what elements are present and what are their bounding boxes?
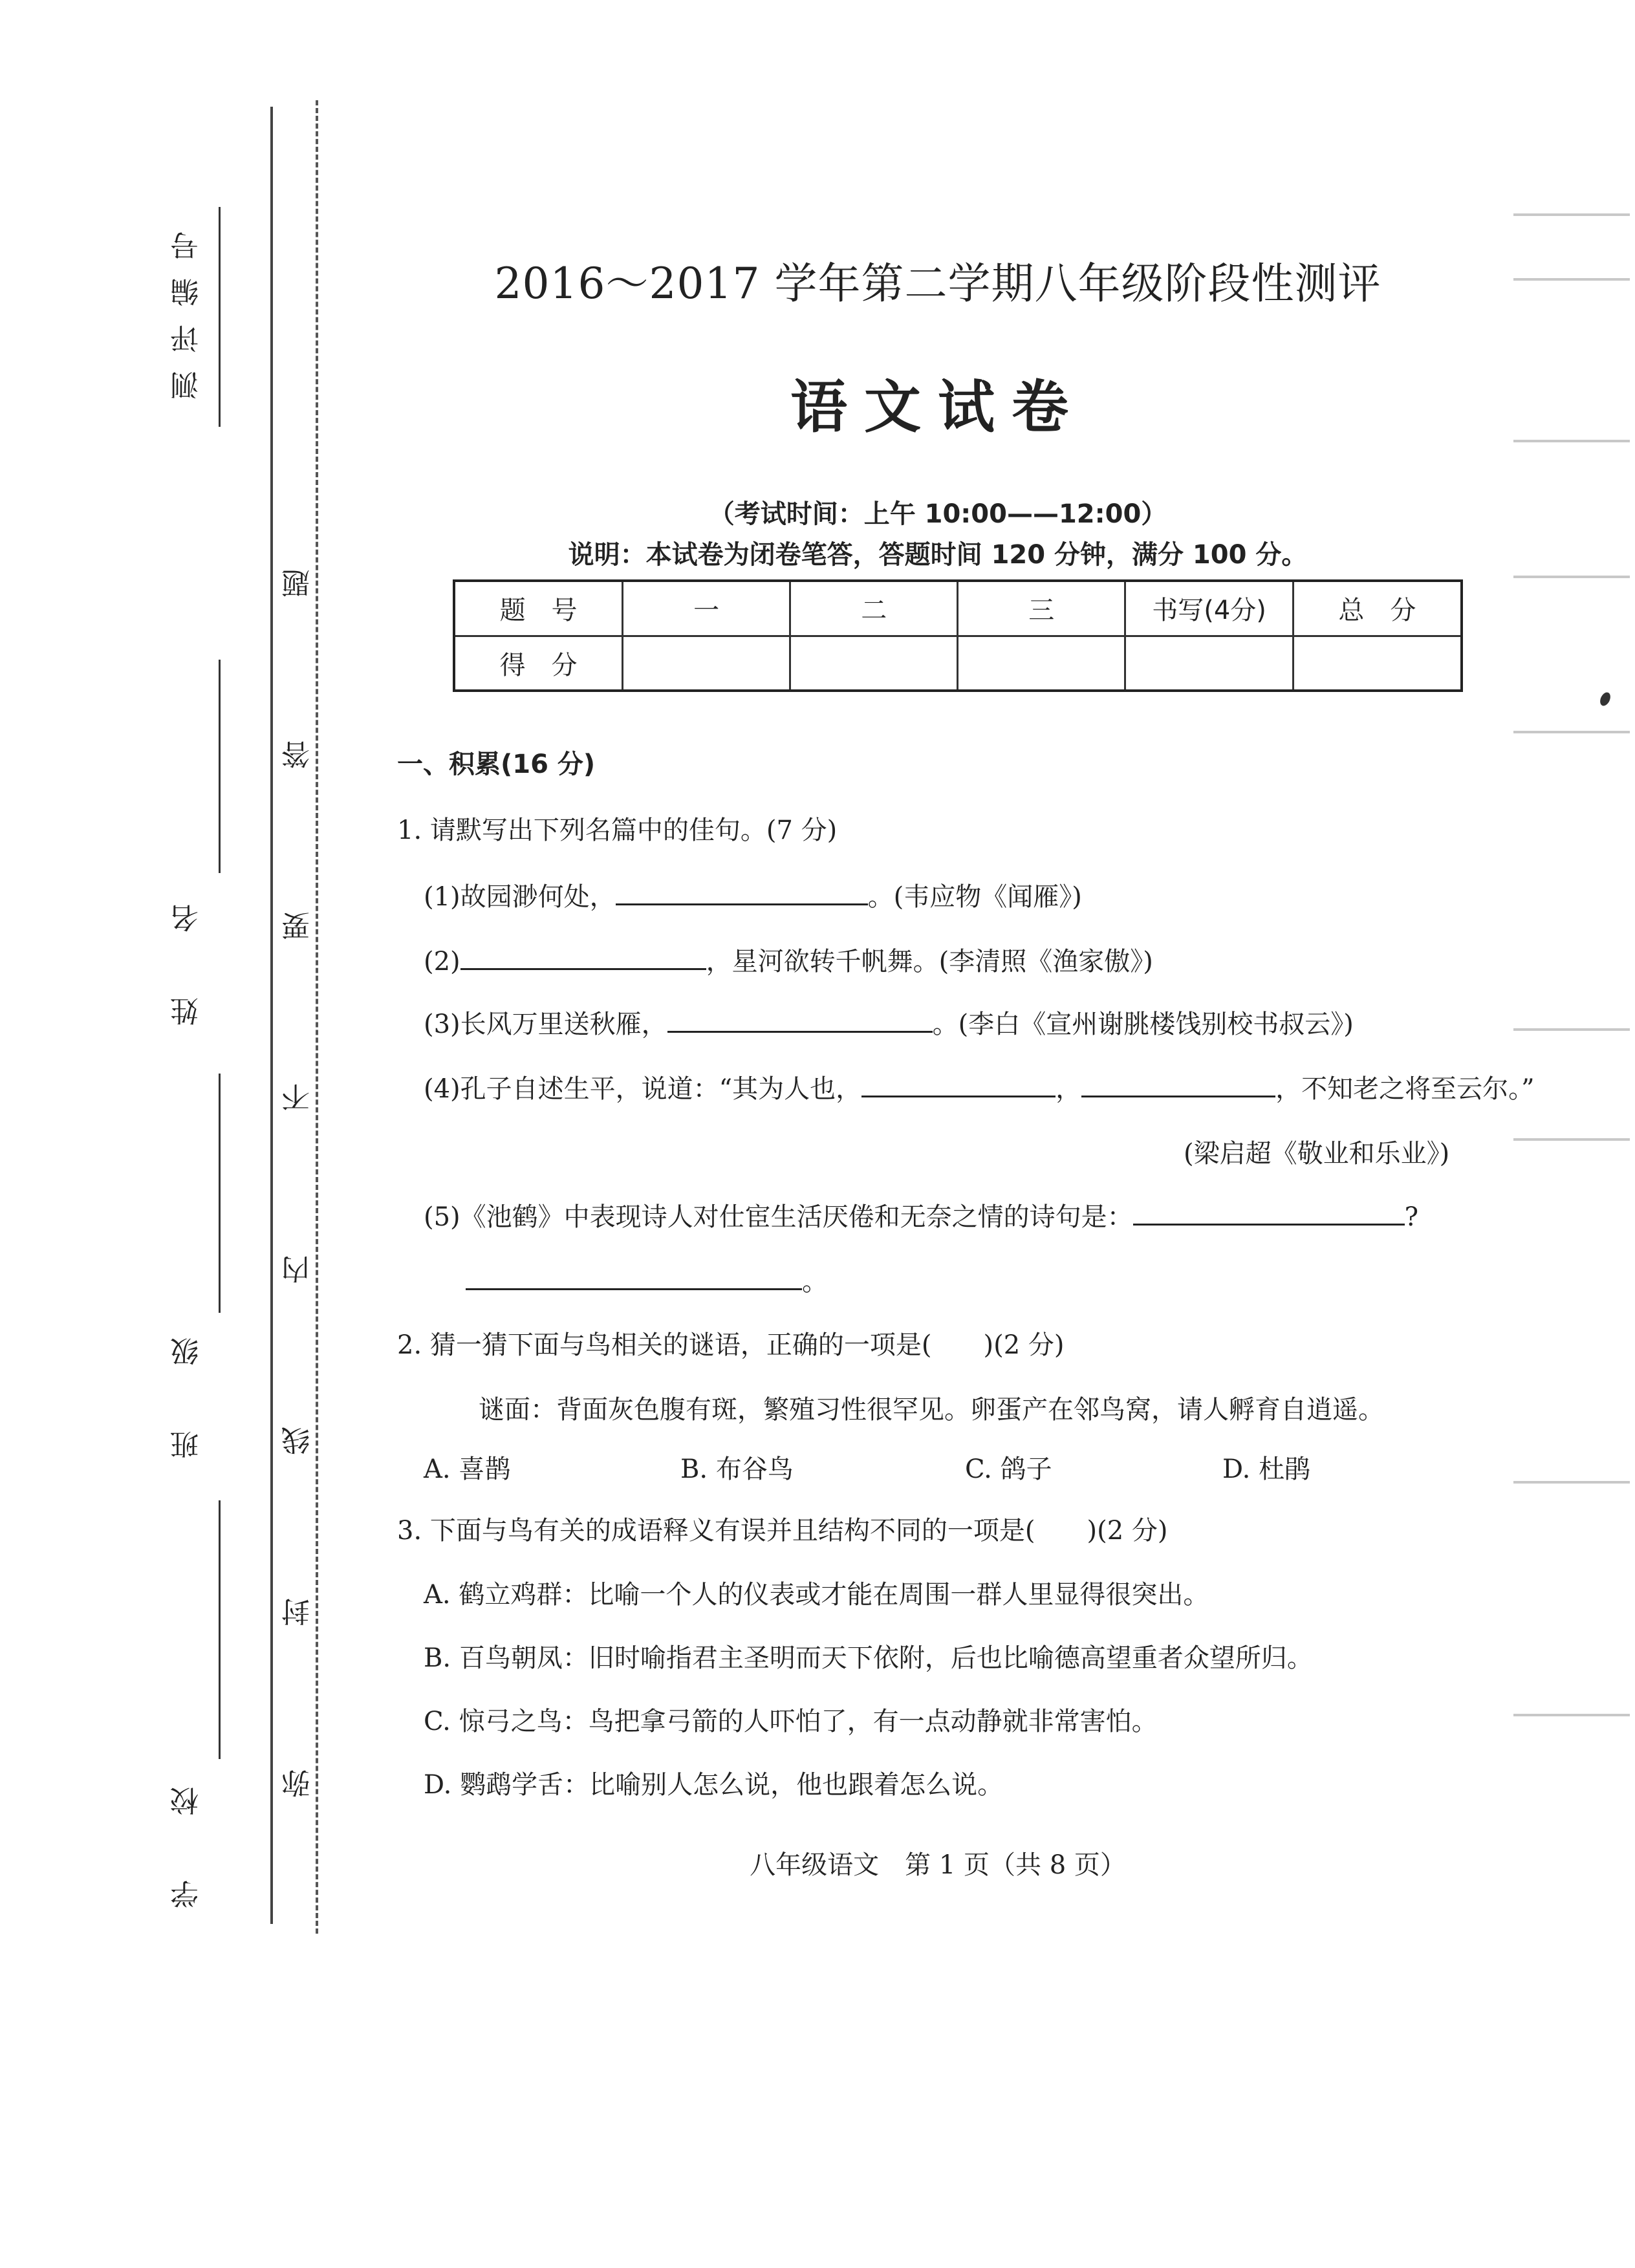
score-cell[interactable] xyxy=(623,636,790,691)
item-text: (4)孔子自述生平，说道：“其为人也， xyxy=(424,1074,862,1104)
question-2-riddle: 谜面：背面灰色腹有斑，繁殖习性很罕见。卵蛋产在邻鸟窝，请人孵育自逍遥。 xyxy=(479,1395,1384,1425)
score-cell[interactable] xyxy=(958,636,1125,691)
answer-blank[interactable] xyxy=(667,1009,933,1033)
field-test-number[interactable] xyxy=(149,213,226,413)
item-text: 3. 下面与鸟有关的成语释义有误并且结构不同的一项是( xyxy=(397,1516,1035,1546)
score-table-score-row xyxy=(454,636,1462,691)
exam-title: 2016～2017 学年第二学期八年级阶段性测评 xyxy=(494,259,1381,308)
score-table-header-row xyxy=(454,581,1462,636)
question-3-option: C. 惊弓之鸟：鸟把拿弓箭的人吓怕了，有一点动静就非常害怕。 xyxy=(424,1707,1158,1736)
score-cell[interactable] xyxy=(790,636,958,691)
show-through-line xyxy=(1513,1028,1630,1031)
score-row-label: 得 分 xyxy=(454,636,623,691)
question-3-option: A. 鹤立鸡群：比喻一个人的仪表或才能在周围一群人里显得很突出。 xyxy=(424,1580,1209,1610)
seal-char: 线 xyxy=(282,1426,315,1455)
question-1-item-5-cont xyxy=(466,1261,828,1298)
question-3-option: D. 鹦鹉学舌：比喻别人怎么说，他也跟着怎么说。 xyxy=(424,1770,1004,1800)
item-text: 2. 猜一猜下面与鸟相关的谜语，正确的一项是( xyxy=(397,1330,932,1360)
question-1-item-1 xyxy=(424,876,1082,913)
question-2-option: D. 杜鹃 xyxy=(1222,1454,1311,1484)
item-text: 。(韦应物《闻雁》) xyxy=(867,882,1082,912)
question-1-stem: 1. 请默写出下列名篇中的佳句。(7 分) xyxy=(397,815,838,845)
score-table-header: 总 分 xyxy=(1293,581,1462,636)
seal-char: 不 xyxy=(282,1083,315,1112)
field-school[interactable] xyxy=(149,1769,226,1908)
item-text: (2) xyxy=(424,947,460,977)
answer-blank[interactable] xyxy=(460,946,706,970)
section-heading: 一、积累(16 分) xyxy=(397,750,596,779)
question-3-stem xyxy=(397,1510,1167,1547)
score-table-header: 二 xyxy=(790,581,958,636)
field-school-label: 学 校 xyxy=(171,1769,204,1908)
seal-char: 内 xyxy=(282,1255,315,1284)
show-through-line xyxy=(1513,213,1630,216)
question-1-item-4 xyxy=(424,1068,1535,1105)
score-table xyxy=(453,579,1463,692)
score-table-header: 题 号 xyxy=(454,581,623,636)
exam-time: （考试时间：上午 10:00——12:00） xyxy=(708,499,1167,529)
answer-blank[interactable] xyxy=(1133,1202,1405,1226)
show-through-line xyxy=(1513,278,1630,281)
page-footer: 八年级语文 第 1 页（共 8 页） xyxy=(750,1850,1126,1880)
show-through-line xyxy=(1513,1138,1630,1141)
item-text: )(2 分) xyxy=(1087,1516,1168,1546)
question-1-item-3 xyxy=(424,1004,1354,1041)
item-text: (1)故园渺何处， xyxy=(424,882,616,912)
question-1-item-2 xyxy=(424,941,1153,978)
item-text: (3)长风万里送秋雁， xyxy=(424,1010,667,1039)
item-text: )(2 分) xyxy=(983,1330,1065,1360)
scan-smudge xyxy=(1598,691,1612,707)
binding-line-outer xyxy=(270,107,273,1924)
seal-char: 题 xyxy=(282,569,315,598)
item-text: 。(李白《宣州谢朓楼饯别校书叔云》) xyxy=(932,1010,1354,1039)
seal-char: 要 xyxy=(282,912,315,941)
field-class[interactable] xyxy=(149,1319,226,1459)
show-through-line xyxy=(1513,1481,1630,1484)
show-through-line xyxy=(1513,576,1630,578)
exam-instructions: 说明：本试卷为闭卷笔答，答题时间 120 分钟，满分 100 分。 xyxy=(568,540,1308,570)
field-test-number-label: 测评编号 xyxy=(171,213,204,400)
question-2-option: A. 喜鹊 xyxy=(424,1454,511,1484)
question-2-option: B. 布谷鸟 xyxy=(680,1454,794,1484)
answer-blank[interactable] xyxy=(466,1266,802,1290)
show-through-line xyxy=(1513,440,1630,442)
exam-subject: 语文试卷 xyxy=(790,374,1085,440)
score-table-header: 三 xyxy=(958,581,1125,636)
item-text: 。 xyxy=(802,1267,828,1297)
show-through-line xyxy=(1513,1714,1630,1716)
question-1-item-4-source: (梁启超《敬业和乐业》) xyxy=(1184,1139,1450,1169)
item-text: ，星河欲转千帆舞。(李清照《渔家傲》) xyxy=(706,947,1153,977)
answer-blank[interactable] xyxy=(616,881,868,905)
seal-char: 封 xyxy=(282,1597,315,1626)
seal-line-notice xyxy=(278,569,319,1798)
question-1-item-5 xyxy=(424,1196,1418,1233)
score-cell[interactable] xyxy=(1125,636,1293,691)
field-class-label: 班 级 xyxy=(171,1319,204,1459)
field-name[interactable] xyxy=(149,886,226,1026)
answer-blank[interactable] xyxy=(861,1074,1056,1097)
score-cell[interactable] xyxy=(1293,636,1462,691)
question-2-option: C. 鸽子 xyxy=(965,1454,1052,1484)
answer-blank[interactable] xyxy=(1081,1074,1275,1097)
score-table-header: 书写(4分) xyxy=(1125,581,1293,636)
item-text: (5)《池鹤》中表现诗人对仕宦生活厌倦和无奈之情的诗句是： xyxy=(424,1202,1133,1232)
question-3-option: B. 百鸟朝凤：旧时喻指君主圣明而天下依附，后也比喻德高望重者众望所归。 xyxy=(424,1643,1313,1673)
field-name-label: 姓 名 xyxy=(171,886,204,1026)
item-text: ， xyxy=(1056,1074,1082,1104)
item-text: ? xyxy=(1404,1202,1419,1232)
seal-char: 答 xyxy=(282,740,315,770)
question-2-stem xyxy=(397,1324,1064,1361)
seal-char: 弥 xyxy=(282,1769,315,1798)
show-through-line xyxy=(1513,731,1630,733)
score-table-header: 一 xyxy=(623,581,790,636)
item-text: ，不知老之将至云尔。” xyxy=(1275,1074,1535,1104)
